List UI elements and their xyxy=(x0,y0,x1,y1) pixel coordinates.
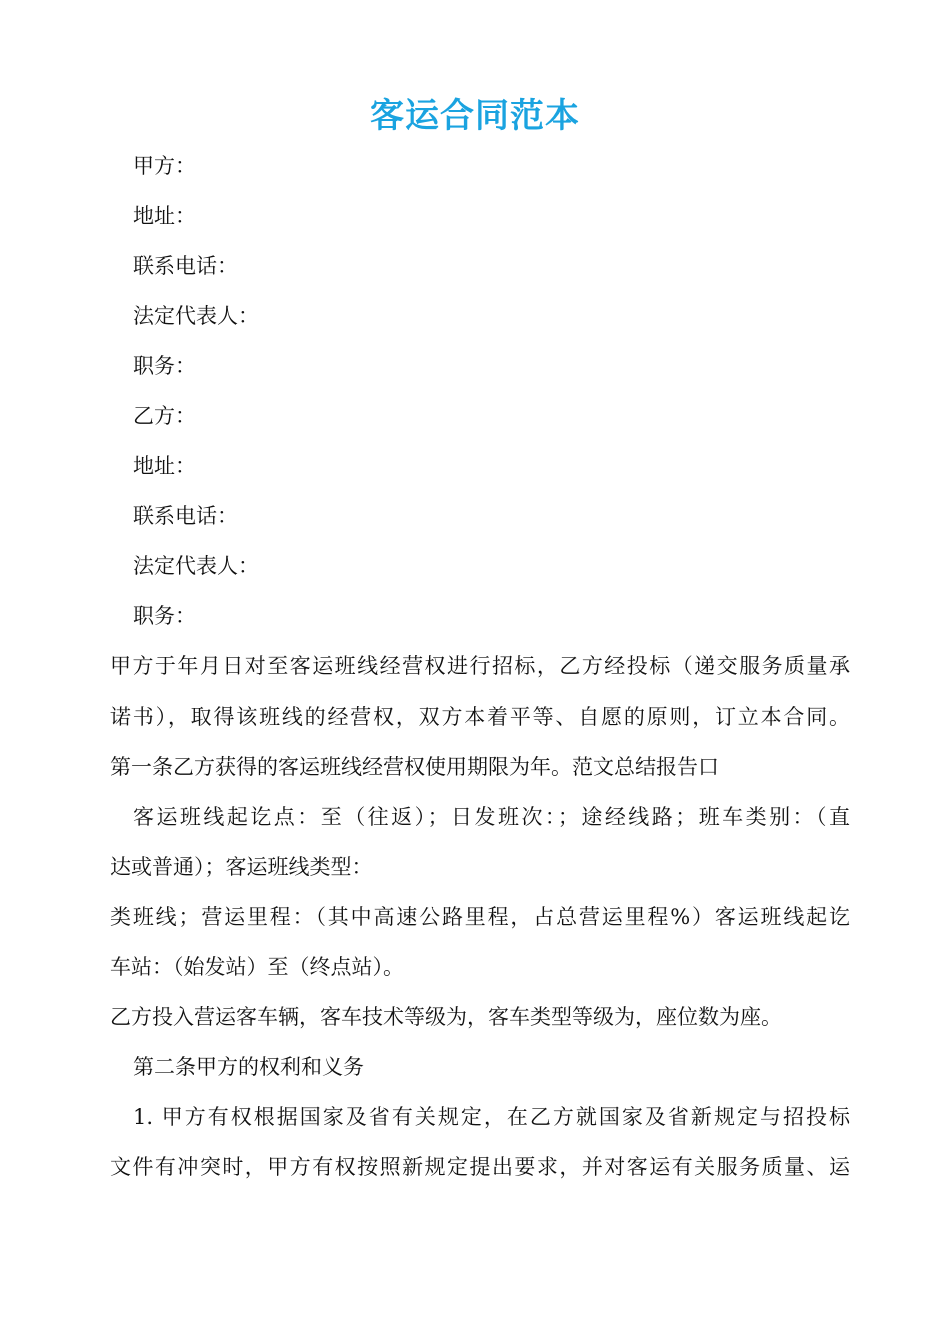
party-b-position-label: 职务： xyxy=(133,604,196,628)
party-b-phone-label: 联系电话： xyxy=(133,504,238,528)
body-line: 客运班线起讫点：至（往返）；日发班次：；途经线路；班车类别：（直 xyxy=(133,805,850,829)
document-title: 客运合同范本 xyxy=(370,96,580,136)
section-heading: 第二条甲方的权利和义务 xyxy=(133,1055,364,1079)
party-a-phone-label: 联系电话： xyxy=(133,254,238,278)
party-b-legal-rep-label: 法定代表人： xyxy=(133,554,259,578)
body-line: 车站：（始发站）至（终点站）。 xyxy=(110,955,404,979)
party-b-address-label: 地址： xyxy=(133,454,196,478)
party-a-legal-rep-label: 法定代表人： xyxy=(133,304,259,328)
body-line: 诺书），取得该班线的经营权，双方本着平等、自愿的原则，订立本合同。 xyxy=(110,705,850,729)
body-line: 达或普通）；客运班线类型： xyxy=(110,855,373,879)
party-a-position-label: 职务： xyxy=(133,354,196,378)
body-line: 1. 甲方有权根据国家及省有关规定，在乙方就国家及省新规定与招投标 xyxy=(133,1105,850,1129)
party-a-address-label: 地址： xyxy=(133,204,196,228)
party-a-label: 甲方： xyxy=(133,154,196,178)
body-line: 甲方于年月日对至客运班线经营权进行招标，乙方经投标（递交服务质量承 xyxy=(110,654,850,678)
body-line: 第一条乙方获得的客运班线经营权使用期限为年。范文总结报告口 xyxy=(110,755,719,779)
party-b-label: 乙方： xyxy=(133,404,196,428)
body-line: 类班线；营运里程：（其中高速公路里程，占总营运里程%）客运班线起讫 xyxy=(110,905,850,929)
body-line: 乙方投入营运客车辆，客车技术等级为，客车类型等级为，座位数为座。 xyxy=(110,1005,782,1029)
body-line: 文件有冲突时，甲方有权按照新规定提出要求，并对客运有关服务质量、运 xyxy=(110,1155,850,1179)
